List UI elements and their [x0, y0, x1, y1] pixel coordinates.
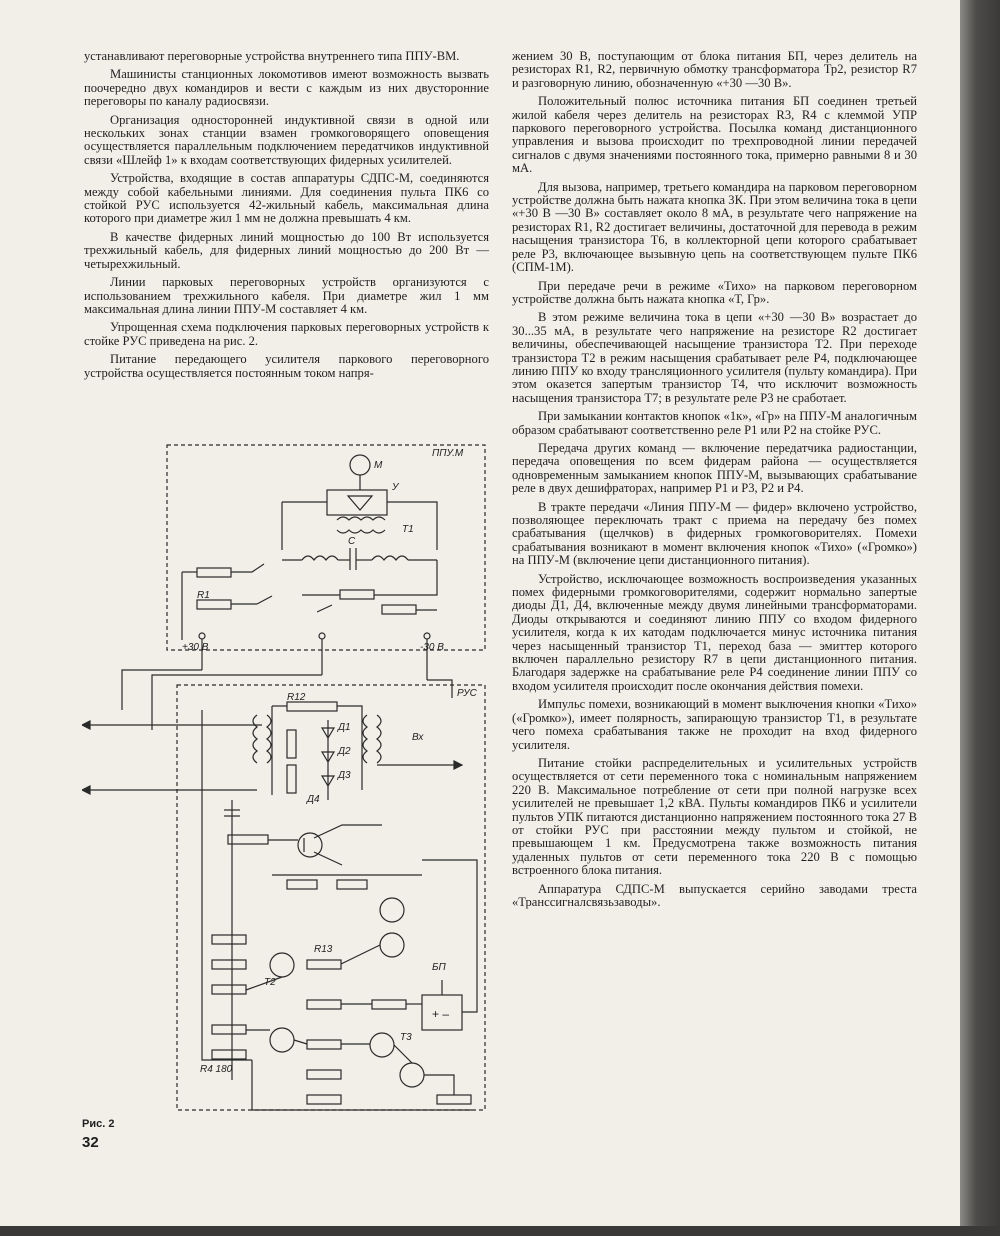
- rus-boundary: [177, 685, 485, 1110]
- label-ppum: ППУ.М: [432, 448, 464, 459]
- label-plus30: +30 В: [182, 642, 209, 653]
- label-d1: Д1: [338, 722, 351, 733]
- paragraph: жением 30 В, поступающим от блока питания БП, через делитель на резисторах R1, R2, первичную обмотку трансформатора Тр2, резистор R7 и разговорную линию, обозначенную «+30 —30 В».: [512, 49, 917, 90]
- paragraph: В тракте передачи «Линия ППУ-М — фидер» включено устройство, позволяющее переключать тракт с приема на передачу без помех срабатывания (щелчков) в фидерных громкоговорителях. Помехи срабатывания возникают в момент включения кнопок «Тихо» («Громко») на ППУ-М (включение цепи дистанционного питания).: [512, 499, 917, 568]
- paragraph: Устройство, исключающее возможность воспроизведения указанных помех фидерными громкоговорителями, содержит нормально запертые диоды Д1, Д4, включенные между двумя линейными трансформаторами. Диоды открываются и соединяют линию ППУ со входом фидерного усилителя, когда к их катодам подключается минус источника питания через насыщенный транзистор Т1, переход база — эмиттер которого включен параллельно резистору R7 в цепи дистанционного питания. Благодаря задержке на срабатывание реле Р4 соединение линии ППУ со входом усилителя происходит после окончания действия помехи.: [512, 571, 917, 693]
- label-u: У: [392, 482, 399, 493]
- page-number: 32: [82, 1134, 99, 1151]
- paragraph: Упрощенная схема подключения парковых переговорных устройств к стойке РУС приведена на рис. 2.: [84, 320, 489, 348]
- left-column: [84, 50, 489, 385]
- circuit-diagram: [82, 440, 492, 1130]
- paragraph: В этом режиме величина тока в цепи «+30 —30 В» возрастает до 30...35 мА, в результате чего напряжение на резисторе R2 достигает величины, обеспечивающей насыщение транзистора Т2. При переходе транзистора Т2 в режим насыщения срабатывает реле Р4, подключающее линию ППУ ко входу трансляционного усилителя (пульту командира). При этом оказется запертым транзистор Т4, что исключит возможность насыщения транзистора Т7; в результате реле Р3 не сработает.: [512, 310, 917, 405]
- paragraph: устанавливают переговорные устройства внутреннего типа ППУ-ВМ.: [84, 49, 460, 63]
- paragraph: Организация односторонней индуктивной связи в одной или нескольких зонах станции взамен громкоговорящего оповещения осуществляется параллельным подключением передатчиков индуктивной связи «Шлейф 1» к входам соответствующих фидерных усилителей.: [84, 112, 489, 167]
- label-tr1: Т1: [402, 524, 414, 535]
- label-polarity: + –: [432, 1007, 450, 1021]
- paragraph: Положительный полюс источника питания БП соединен третьей жилой кабеля через делитель на резисторах R3, R4 с клеммой УПР паркового переговорного устройства. Посылка команд дистанционного управления и вызова происходит по трехпроводной линии передачей сигналов с двумя значениями постоянного тока, примерно равными 8 и 30 мА.: [512, 94, 917, 176]
- paragraph: Аппаратура СДПС-М выпускается серийно заводами треста «Транссигналсвязьзаводы».: [512, 881, 917, 909]
- label-vx: Вх: [412, 732, 424, 743]
- resistor: [197, 600, 231, 609]
- paragraph: При передаче речи в режиме «Тихо» на парковом переговорном устройстве должна быть нажата кнопка «Т, Гр».: [512, 278, 917, 306]
- figure-caption: Рис. 2: [82, 1118, 115, 1130]
- label-rus: РУС: [457, 688, 477, 699]
- label-bp: БП: [432, 962, 446, 973]
- paragraph: Импульс помехи, возникающий в момент выключения кнопки «Тихо» («Громко»), имеет полярность, запирающую транзистор Т1, в результате чего помеха срабатывания также не проходит на вход фидерного усилителя.: [512, 697, 917, 752]
- label-r4: R4 180: [200, 1064, 233, 1075]
- circuit-schematic: [82, 440, 492, 1120]
- label-r12: R12: [287, 692, 306, 703]
- label-minus30: -30 В: [420, 642, 444, 653]
- paragraph: Линии парковых переговорных устройств организуются с использованием трехжильного кабеля. При диаметре жил 1 мм максимальная длина линии ППУ-М составляет 4 км.: [84, 275, 489, 316]
- label-c: С: [348, 536, 356, 547]
- page-edge-shadow: [960, 0, 1000, 1236]
- paragraph: Питание стойки распределительных и усилительных устройств осуществляется от сети переменного тока с номинальным напряжением 220 В. Максимальное потребление от сети при полной нагрузке всех усилителей не превышает 1,2 кВА. Пульты командиров ПК6 и усилители пультов УПК питаются дистанционно напряжением постоянного тока 27 В от стойки РУС при расстоянии между пультом и стойкой, не превышающем 1 км. Предусмотрена также возможность питания удаленных пультов от сети переменного тока 220 В с помощью встроенного блока питания.: [512, 755, 917, 878]
- label-d2: Д2: [338, 746, 351, 757]
- label-t3: Т3: [400, 1032, 412, 1043]
- label-m: М: [374, 460, 383, 471]
- label-t2: Т2: [264, 977, 276, 988]
- paragraph: В качестве фидерных линий мощностью до 100 Вт используется трехжильный кабель, для фидерных линий мощностью до 200 Вт — четырехжильный.: [84, 229, 489, 271]
- paragraph: Передача других команд — включение передатчика радиостанции, передача оповещения по всем фидерам района — осуществляется одновременным замыканием кнопок ППУ-М, вызывающих срабатывание реле в двух дешифраторах, например Р1 и Р3, Р2 и Р4.: [512, 440, 917, 496]
- paragraph: Устройства, входящие в состав аппаратуры СДПС-М, соединяются между собой кабельными линиями. Для соединения пульта ПК6 со стойкой РУС используется 42-жильный кабель, максимальная длина которого при диаметре жил 1 мм не должна превышать 4 км.: [84, 171, 489, 226]
- label-d3: Д3: [338, 770, 351, 781]
- label-r1: R1: [197, 590, 210, 601]
- label-d4: Д4: [307, 794, 320, 805]
- resistor: [197, 568, 231, 577]
- microphone-symbol: [350, 455, 370, 475]
- scan-bottom-bar: [0, 1226, 1000, 1236]
- paragraph: Для вызова, например, третьего командира на парковом переговорном устройстве должна быть нажата кнопка 3К. При этом величина тока в цепи «+30 В —30 В» составляет около 8 мА, в результате чего напряжение на резисторах R1, R2 достигает величины, достаточной для перевода в режим насыщения транзистора Т6, в коллекторной цепи которого срабатывает реле Р3, включающее вызывную цепь на соответствующем пульте ПК6 (СПМ-1М).: [512, 179, 917, 275]
- right-column: [512, 50, 917, 914]
- paragraph: Питание передающего усилителя паркового переговорного устройства осуществляется постоянным током напря-: [84, 352, 489, 380]
- paragraph: При замыкании контактов кнопок «1к», «Гр» на ППУ-М аналогичным образом срабатывают соответственно реле Р1 или Р2 на стойке РУС.: [512, 409, 917, 437]
- paragraph: Машинисты станционных локомотивов имеют возможность вызвать поочередно двух командиров и вести с каждым из них двусторонние переговоры по каналу радиосвязи.: [84, 67, 489, 109]
- label-r13: R13: [314, 944, 333, 955]
